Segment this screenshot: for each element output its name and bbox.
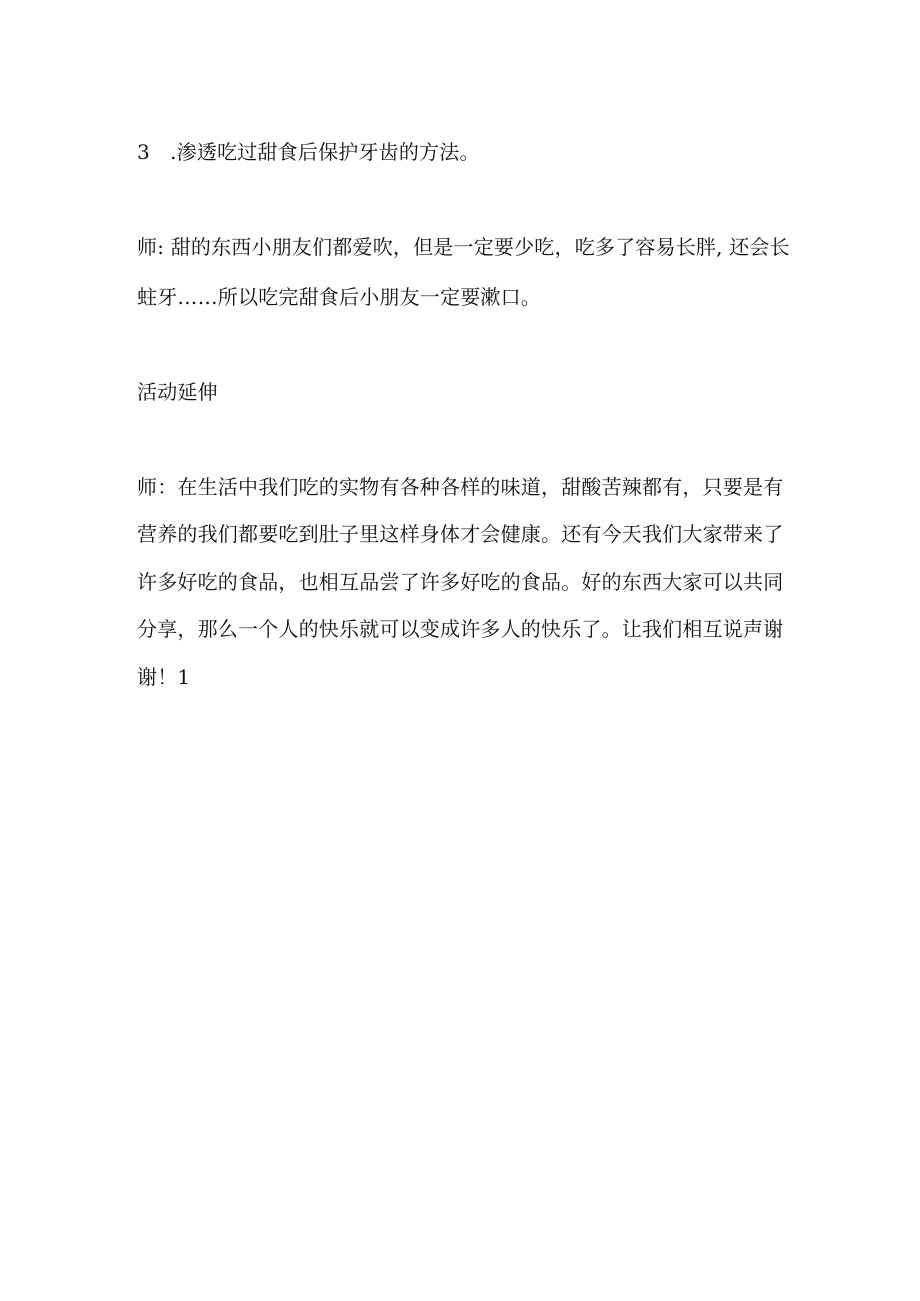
section-item-3: 3 .渗透吃过甜食后保护牙齿的方法。	[137, 140, 480, 164]
paragraph-line: 许多好吃的食品，也相互品尝了许多好吃的食品。好的东西大家可以共同	[137, 570, 784, 594]
paragraph-line: 蛀牙……所以吃完甜食后小朋友一定要漱口。	[137, 285, 541, 309]
section-heading-extension: 活动延伸	[137, 380, 218, 404]
paragraph-line: 谢！1	[137, 665, 191, 689]
paragraph-line: 师: 甜的东西小朋友们都爱吹，但是一定要少吃，吃多了容易长胖, 还会长	[137, 235, 790, 259]
paragraph-line: 分享，那么一个人的快乐就可以变成许多人的快乐了。让我们相互说声谢	[137, 617, 784, 641]
paragraph-line: 师：在生活中我们吃的实物有各种各样的味道，甜酸苦辣都有，只要是有	[137, 475, 784, 499]
paragraph-line: 营养的我们都要吃到肚子里这样身体才会健康。还有今天我们大家带来了	[137, 522, 784, 546]
